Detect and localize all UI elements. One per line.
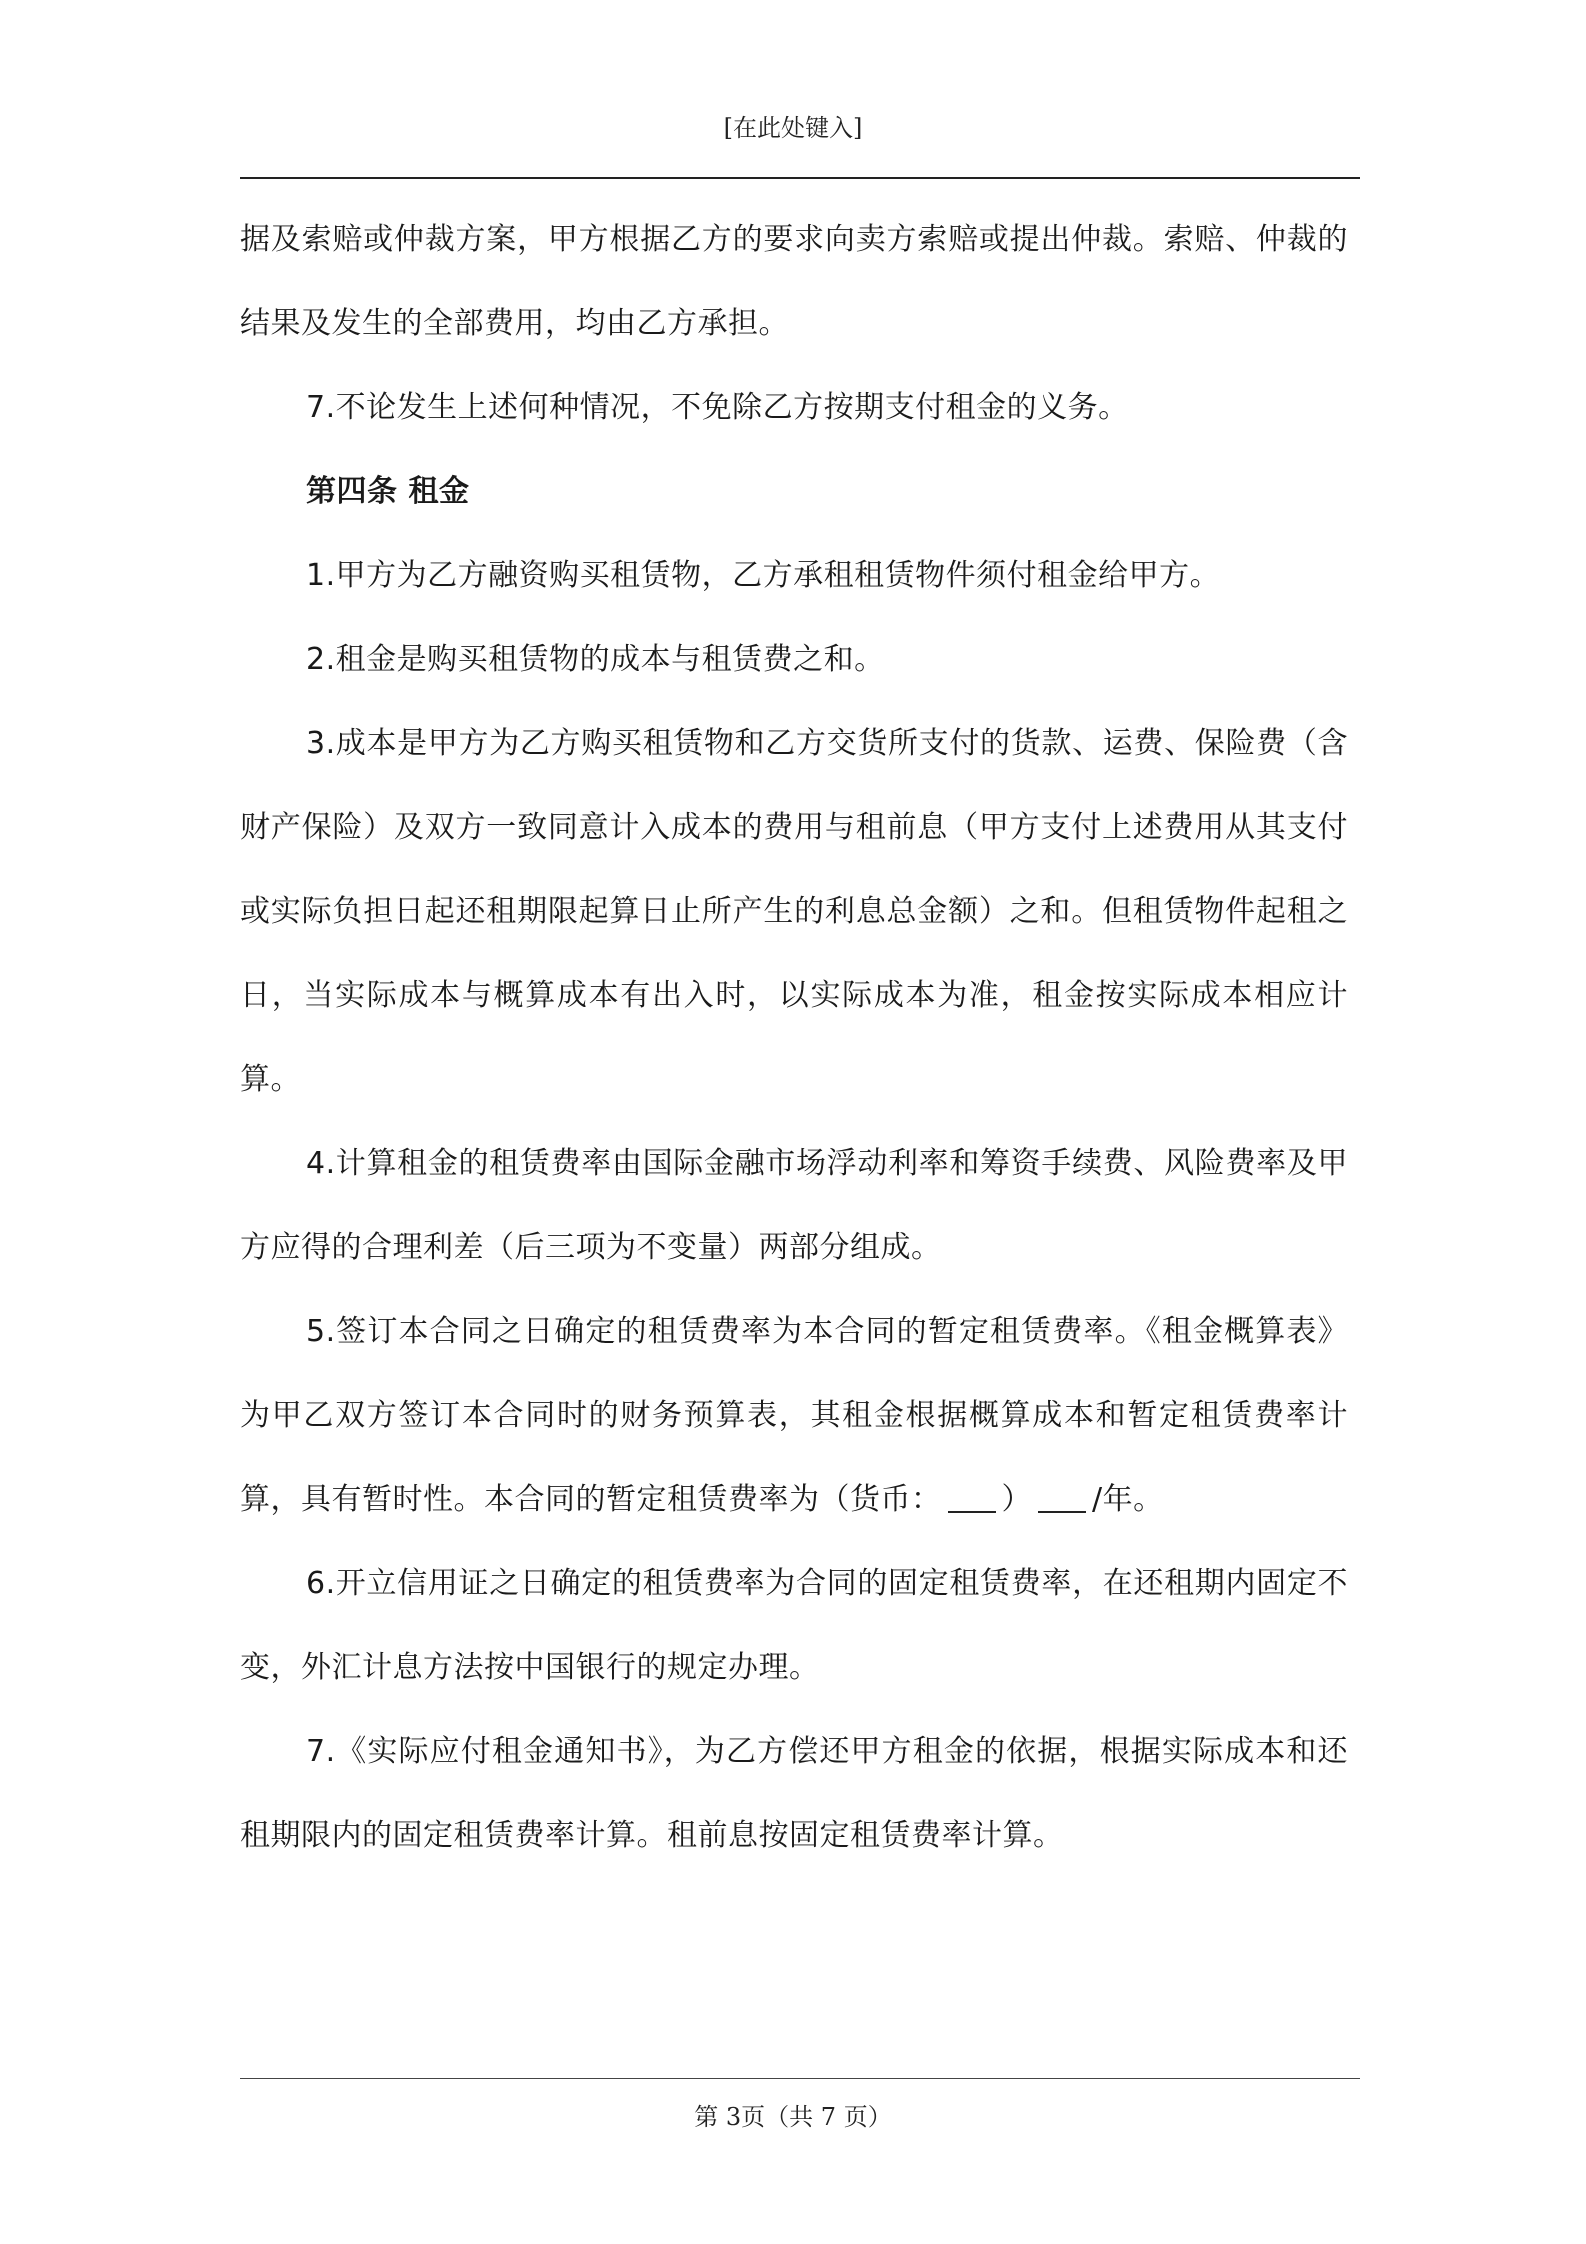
paragraph-item-3: 3.成本是甲方为乙方购买租赁物和乙方交货所支付的货款、运费、保险费（含财产保险）及双方一致同意计入成本的费用与租前息（甲方支付上述费用从其支付或实际负担日起还租期限起算日止所产生的利息总金额）之和。但租赁物件起租之日，当实际成本与概算成本有出入时，以实际成本为准，租金按实际成本相应计算。 — [240, 726, 1348, 1097]
paragraph-item-1: 1.甲方为乙方融资购买租赁物，乙方承租租赁物件须付租金给甲方。 — [306, 558, 1221, 593]
section-heading-article-4: 第四条 租金 — [306, 474, 470, 509]
paragraph-item-5 — [240, 1290, 1348, 1542]
document-body — [240, 198, 1348, 1878]
paragraph-item-2: 2.租金是购买租赁物的成本与租赁费之和。 — [306, 642, 885, 677]
paragraph-item-5-suffix: /年。 — [1092, 1482, 1164, 1517]
paragraph-item-5-text: 5.签订本合同之日确定的租赁费率为本合同的暂定租赁费率。《租金概算表》为甲乙双方签订本合同时的财务预算表，其租金根据概算成本和暂定租赁费率计算，具有暂时性。本合同的暂定租赁费率为（货币： — [240, 1314, 1348, 1517]
rate-blank-field — [1038, 1481, 1086, 1513]
paragraph-continuation: 据及索赔或仲裁方案，甲方根据乙方的要求向卖方索赔或提出仲裁。索赔、仲裁的结果及发生的全部费用，均由乙方承担。 — [240, 222, 1348, 341]
footer-divider — [240, 2078, 1360, 2079]
header-divider — [240, 177, 1360, 179]
paragraph-item-5-paren: ） — [1001, 1482, 1032, 1517]
paragraph-item-7-obligation: 7.不论发生上述何种情况，不免除乙方按期支付租金的义务。 — [306, 390, 1129, 425]
page-number-footer: 第 3页（共 7 页） — [694, 2103, 892, 2131]
paragraph-item-6: 6.开立信用证之日确定的租赁费率为合同的固定租赁费率，在还租期内固定不变，外汇计息方法按中国银行的规定办理。 — [240, 1566, 1348, 1685]
currency-blank-field — [948, 1481, 996, 1513]
paragraph-item-4: 4.计算租金的租赁费率由国际金融市场浮动利率和筹资手续费、风险费率及甲方应得的合理利差（后三项为不变量）两部分组成。 — [240, 1146, 1348, 1265]
page-header: [在此处键入] — [723, 114, 863, 142]
paragraph-item-7: 7.《实际应付租金通知书》，为乙方偿还甲方租金的依据，根据实际成本和还租期限内的固定租赁费率计算。租前息按固定租赁费率计算。 — [240, 1734, 1348, 1853]
